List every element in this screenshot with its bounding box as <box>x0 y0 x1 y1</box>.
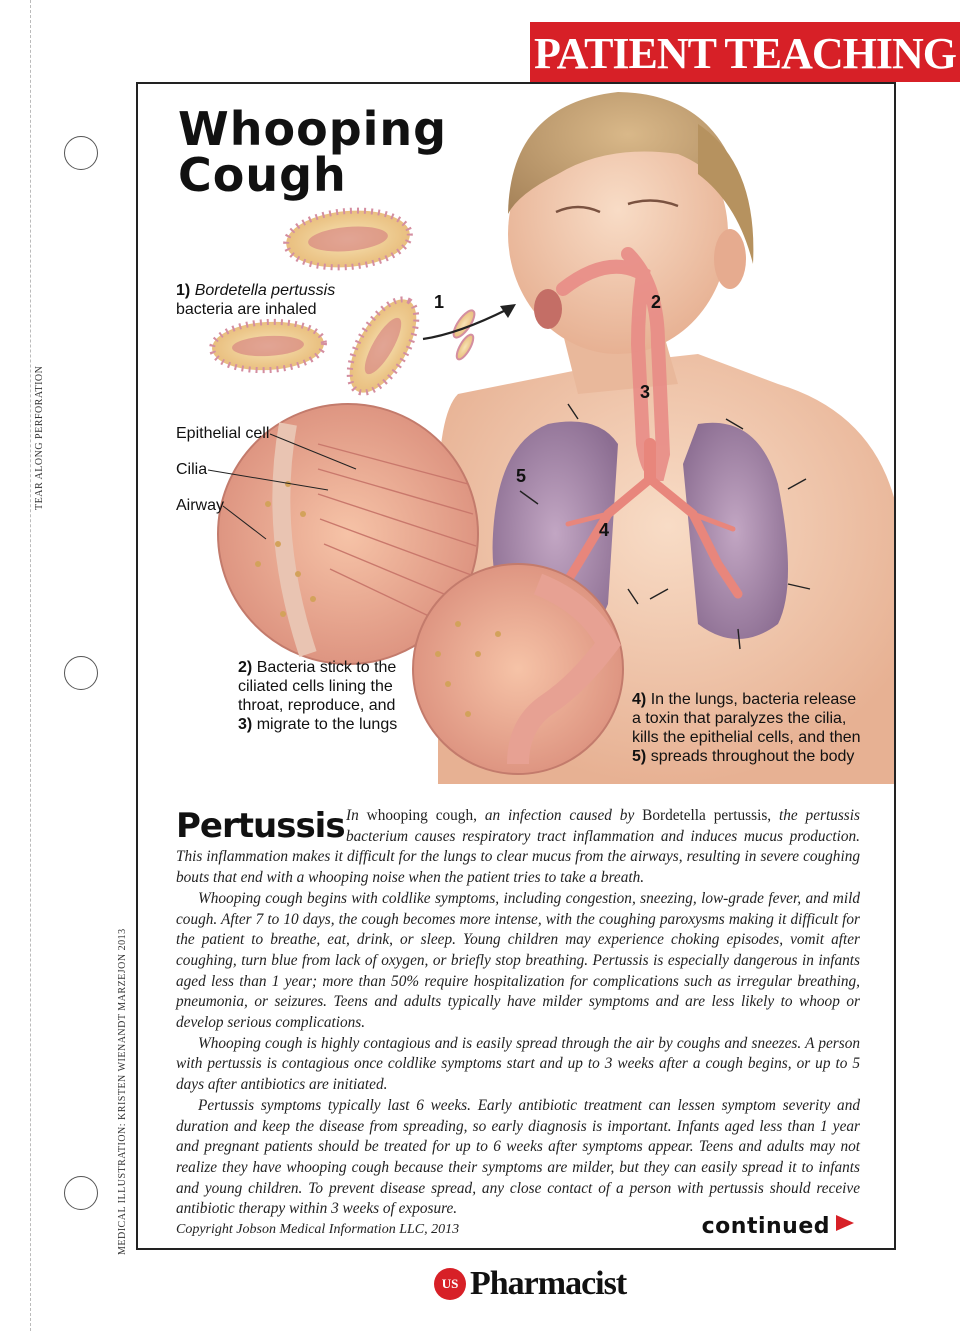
continued-link[interactable] <box>702 1214 854 1239</box>
punch-hole-top <box>64 136 98 170</box>
step-1-genus: Bordetella pertussis <box>194 282 336 299</box>
marker-2: 2 <box>651 292 662 312</box>
step-2-number: 2) <box>238 659 253 676</box>
article-paragraph-2: Whooping cough begins with coldlike symptoms, including congestion, sneezing, low-grade fever, and mild cough. After 7 to 10 days, the cough becomes more intense, with the coughing paroxysms making it difficult for the patient to breathe, eat, drink, or sleep. Young children may experience choking episodes, vomit after coughing, turn blue from lack of oxygen, or briefly stop breathing. Pertussis is especially dangerous in infants aged less than 1 year; more than 50% require hospitalization for complications such as irregular breathing, pneumonia, or seizures. Teens and adults typically have milder symptoms and are less likely to whoop or develop serious complications. <box>176 889 860 1032</box>
step-3-number: 3) <box>238 716 253 733</box>
step-1-number: 1) <box>176 282 191 299</box>
copyright-notice: Copyright Jobson Medical Information LLC, 2013 <box>176 1222 460 1237</box>
continued-label: continued <box>701 1214 830 1239</box>
section-heading-pertussis: Pertussis <box>176 806 345 846</box>
airway-label: Airway <box>176 497 225 514</box>
continued-arrow-icon <box>836 1215 854 1231</box>
logo-wordmark: Pharmacist <box>470 1265 627 1302</box>
marker-4: 4 <box>599 520 610 540</box>
step-4-number: 4) <box>632 691 647 708</box>
article-paragraph-1: In whooping cough, an infection caused by Bordetella pertussis, the pertussis bacterium causes respiratory tract inflammation and induces mucus production. This inflammation makes it difficult for the lungs to clear mucus from the airways, resulting in severe coughing bouts that end with a whooping noise when the patient tries to take a breath. <box>176 807 860 887</box>
child-head <box>508 92 753 354</box>
step-1-text: bacteria are inhaled <box>176 301 317 318</box>
illustration-credit: MEDICAL ILLUSTRATION: KRISTEN WIENANDT MARZEJON 2013 <box>117 928 128 1255</box>
marker-3: 3 <box>640 382 651 402</box>
patient-teaching-aid-banner: PATIENT TEACHING <box>530 22 960 82</box>
article-paragraph-3: Whooping cough is highly contagious and is easily spread through the air by coughs and sneezes. A person with pertussis is contagious once coldlike symptoms start and up to 3 weeks after a cough begins, or up to 5 days after antibiotics are initiated. <box>176 1034 860 1094</box>
step-2-text: Bacteria stick to the ciliated cells lining the throat, reproduce, and <box>238 659 397 714</box>
us-badge: US <box>434 1268 466 1300</box>
lung-magnified-circle <box>413 564 623 774</box>
teaching-aid-frame <box>136 82 896 1250</box>
step-2-3-caption <box>238 658 403 734</box>
step-5-number: 5) <box>632 748 647 765</box>
step-4-5-caption <box>632 690 864 766</box>
step-5-text: spreads throughout the body <box>650 748 855 765</box>
title-line-1: Whooping <box>178 102 448 156</box>
punch-hole-middle <box>64 656 98 690</box>
us-pharmacist-logo <box>434 1262 626 1306</box>
perforation-line <box>30 0 31 1331</box>
article-paragraph-4: Pertussis symptoms typically last 6 weeks. Early antibiotic treatment can lessen symptom severity and duration and keep the disease from spreading, so early diagnosis is important. Infants aged less than 1 year and pregnant patients should be treated for up to 6 weeks after symptoms appear. Teens and adults may not realize they have whooping cough because their symptoms are milder, but they can easily spread it to infants and young children. To prevent disease spread, any close contact of a person with pertussis should receive antibiotic therapy within 3 weeks of exposure. <box>176 1096 860 1218</box>
perforation-note: TEAR ALONG PERFORATION <box>34 365 45 510</box>
punch-hole-bottom <box>64 1176 98 1210</box>
step-3-text: migrate to the lungs <box>256 716 398 733</box>
step-4-text: In the lungs, bacteria release a toxin that paralyzes the cilia, kills the epithelial cells, and then <box>632 691 861 746</box>
step-1-caption <box>176 281 336 319</box>
marker-5: 5 <box>516 466 527 486</box>
marker-1: 1 <box>434 292 445 312</box>
article-body <box>176 806 860 1220</box>
title-line-2: Cough <box>178 148 347 202</box>
cilia-label: Cilia <box>176 461 208 478</box>
epithelial-cell-label: Epithelial cell <box>176 425 270 442</box>
page-title <box>178 102 448 202</box>
